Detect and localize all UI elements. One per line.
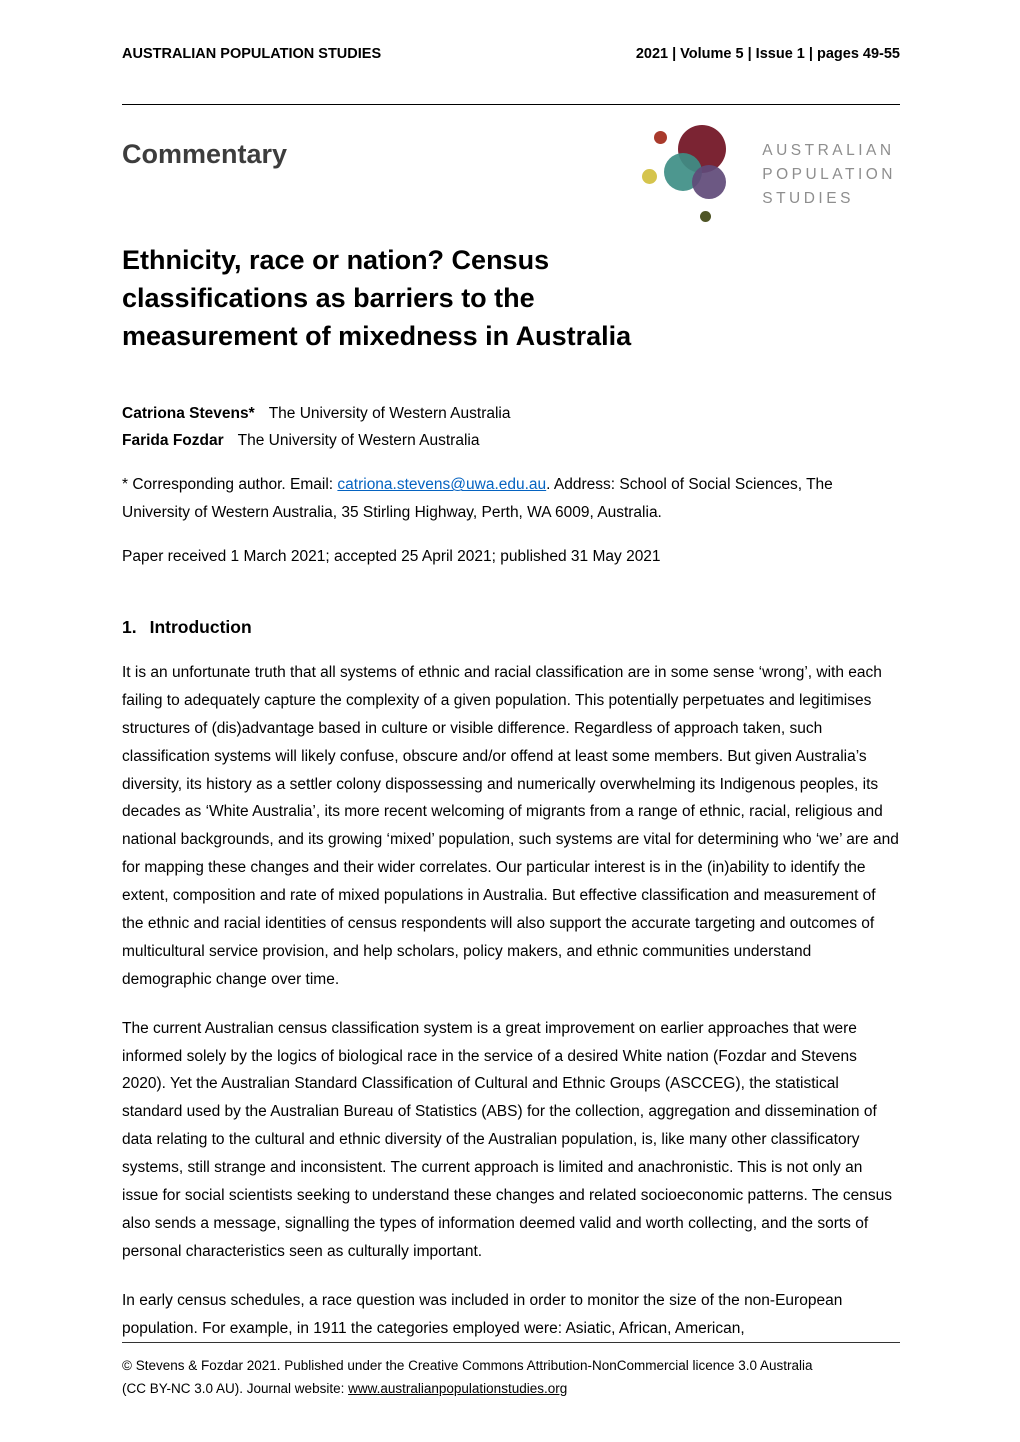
page-header — [122, 46, 900, 62]
paper-dates: Paper received 1 March 2021; accepted 25 April 2021; published 31 May 2021 — [122, 548, 661, 566]
header-rule — [122, 104, 900, 105]
logo-word-population: POPULATION — [762, 165, 896, 183]
footer-licence-line — [122, 1378, 900, 1400]
author-row — [122, 427, 900, 455]
author-name: Catriona Stevens* — [122, 404, 255, 422]
author-row — [122, 400, 900, 428]
logo-dot-yellow-icon — [642, 169, 657, 184]
journal-website-link[interactable]: www.australianpopulationstudies.org — [348, 1380, 568, 1396]
correspondence-prefix: * Corresponding author. Email: — [122, 476, 338, 494]
paragraph: The current Australian census classification system is a great improvement on earlier approaches that were informed solely by the logics of biological race in the service of a desired White nation (Fozdar and Stevens 2020). Yet the Australian Standard Classification of Cultural and Ethnic Groups (ASCCEG), the statistical standard used by the Australian Bureau of Statistics (ABS) for the collection, aggregation and dissemination of data relating to the cultural and ethnic diversity of the Australian population, is, like many other classificatory systems, still strange and inconsistent. The current approach is limited and anachronistic. This is not only an issue for social scientists seeking to understand these changes and related socioeconomic patterns. The census also sends a message, signalling the types of information deemed valid and worth collecting, and the sorts of personal characteristics seen as culturally important. — [122, 1019, 892, 1260]
paragraph: It is an unfortunate truth that all systems of ethnic and racial classification are in some sense ‘wrong’, with each failing to adequately capture the complexity of a given population. This potentially perpetuates and legitimises structures of (dis)advantage based in culture or visible difference. Regardless of approach taken, such classification systems will likely confuse, obscure and/or offend at least some members. But given Australia’s diversity, its history as a settler colony dispossessing and numerically overwhelming its Indigenous peoples, its decades as ‘White Australia’, its more recent welcoming of migrants from a range of ethnic, racial, religious and national backgrounds, and its growing ‘mixed’ population, such systems are vital for determining who ‘we’ are and for mapping these changes and their wider correlates. Our particular interest is in the (in)ability to identify the extent, composition and rate of mixed populations in Australia. But effective classification and measurement of the ethnic and racial identities of census respondents will also support the accurate targeting and outcomes of multicultural service provision, and help scholars, policy makers, and ethnic communities understand demographic change over time. — [122, 663, 899, 988]
logo-wordmark — [762, 139, 896, 211]
journal-name: AUSTRALIAN POPULATION STUDIES — [122, 46, 382, 62]
footer-licence-prefix: (CC BY-NC 3.0 AU). Journal website: — [122, 1380, 349, 1396]
issue-info: 2021 | Volume 5 | Issue 1 | pages 49-55 — [635, 46, 900, 62]
journal-logo — [642, 123, 900, 227]
section-heading-introduction — [122, 617, 900, 638]
author-name: Farida Fozdar — [122, 432, 224, 450]
author-list — [122, 400, 900, 456]
paragraph: In early census schedules, a race question was included in order to monitor the size of the non-European population. For example, in 1911 the categories employed were: Asiatic, African, American, — [122, 1291, 843, 1337]
logo-word-australian: AUSTRALIAN — [762, 141, 895, 159]
correspondence-suffix: . Address: School of Social Sciences, The University of Western Australia, 35 Stirling Highway, Perth, WA 6009, Australia. — [122, 476, 833, 522]
logo-dot-red-icon — [654, 131, 667, 144]
logo-dots-icon — [642, 123, 746, 227]
author-affiliation: The University of Western Australia — [237, 432, 480, 450]
logo-dot-purple-icon — [692, 165, 726, 199]
corresponding-email-link[interactable]: catriona.stevens@uwa.edu.au — [337, 476, 547, 494]
article-title: Ethnicity, race or nation? Census classifications as barriers to the measurement of mixedness in Australia — [122, 244, 632, 352]
section-title: Introduction — [149, 616, 252, 637]
footer-copyright: © Stevens & Fozdar 2021. Published under the Creative Commons Attribution-NonCommercial licence 3.0 Australia — [122, 1358, 813, 1374]
commentary-row — [122, 123, 900, 227]
page-footer — [122, 1342, 900, 1400]
logo-dot-olive-icon — [700, 211, 711, 222]
section-number: 1. — [122, 616, 137, 637]
correspondence-note — [122, 471, 900, 527]
article-type-label: Commentary — [122, 138, 288, 169]
author-affiliation: The University of Western Australia — [268, 404, 511, 422]
logo-word-studies: STUDIES — [762, 189, 854, 207]
